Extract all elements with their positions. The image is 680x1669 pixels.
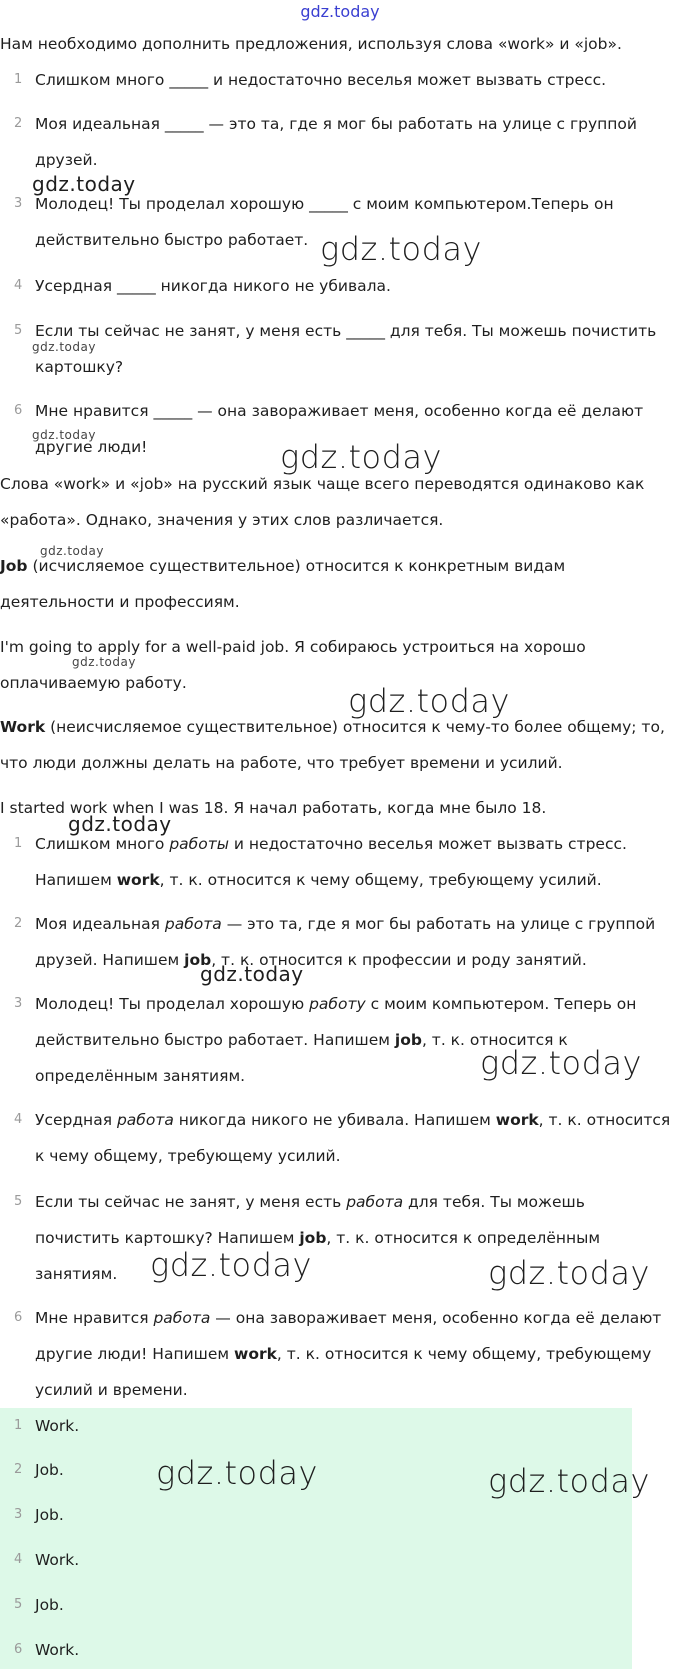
question-text: Усердная _____ никогда никого не убивала. (35, 277, 391, 295)
work-definition (0, 709, 672, 781)
theory-paragraph: Слова «work» и «job» на русский язык чаще всего переводятся одинаково как «работа». Однако, значения у этих слов различается. (0, 475, 645, 529)
answer-text: Job. (35, 1506, 64, 1524)
answer-item (0, 1542, 672, 1578)
item-number: 6 (14, 1310, 23, 1325)
item-number: 6 (14, 1642, 23, 1657)
work-example: I started work when I was 18. Я начал работать, когда мне было 18. (0, 799, 547, 817)
watermark: gdz.today (150, 1246, 312, 1284)
site-logo[interactable]: gdz.today (300, 2, 380, 21)
item-number: 2 (14, 1462, 23, 1477)
job-term: Job (0, 557, 28, 575)
explanation-text: Мне нравится работа — она завораживает меня, особенно когда её делают другие люди! Напишем work, т. к. относится к чему общему, требующему усилий и времени. (35, 1309, 662, 1399)
watermark: gdz.today (156, 1454, 318, 1492)
explanation-text: Моя идеальная работа — это та, где я мог бы работать на улице с группой друзей. Напишем job, т. к. относится к профессии и роду занятий. (35, 915, 656, 969)
answers-panel (0, 1408, 632, 1669)
watermark: gdz.today (32, 172, 136, 196)
question-item (0, 62, 672, 98)
watermark: gdz.today (280, 438, 442, 476)
watermark: gdz.today (72, 655, 136, 669)
explanation-item (0, 1300, 672, 1408)
answer-text: Work. (35, 1551, 80, 1569)
item-number: 3 (14, 996, 23, 1011)
job-definition-text: (исчисляемое существительное) относится к конкретным видам деятельности и профессиям. (0, 557, 566, 611)
answer-item (0, 1587, 672, 1623)
item-number: 4 (14, 1552, 23, 1567)
item-number: 6 (14, 403, 23, 418)
question-item (0, 313, 672, 385)
item-number: 4 (14, 1112, 23, 1127)
question-item (0, 106, 672, 178)
watermark: gdz.today (40, 544, 104, 558)
item-number: 3 (14, 1507, 23, 1522)
item-number: 5 (14, 1194, 23, 1209)
item-number: 5 (14, 1597, 23, 1612)
item-number: 2 (14, 116, 23, 131)
answer-item (0, 1408, 672, 1444)
answer-item (0, 1497, 672, 1533)
watermark: gdz.today (480, 1044, 642, 1082)
answer-item (0, 1632, 672, 1668)
explanation-text: Усердная работа никогда никого не убивала. Напишем work, т. к. относится к чему общему, требующему усилий. (35, 1111, 671, 1165)
work-definition-text: (неисчисляемое существительное) относится к чему-то более общему; то, что люди должны делать на работе, что требует времени и усилий. (0, 718, 665, 772)
watermark: gdz.today (68, 812, 172, 836)
explanation-text: Слишком много работы и недостаточно веселья может вызвать стресс. Напишем work, т. к. относится к чему общему, требующему усилий. (35, 835, 627, 889)
watermark: gdz.today (320, 230, 482, 268)
item-number: 5 (14, 323, 23, 338)
explanation-item (0, 826, 672, 898)
item-number: 2 (14, 916, 23, 931)
question-text: Моя идеальная _____ — это та, где я мог бы работать на улице с группой друзей. (35, 115, 637, 169)
explanation-item (0, 1102, 672, 1174)
item-number: 1 (14, 1418, 23, 1433)
item-number: 4 (14, 278, 23, 293)
question-item (0, 268, 672, 304)
answer-text: Job. (35, 1596, 64, 1614)
answer-text: Work. (35, 1417, 80, 1435)
question-text: Молодец! Ты проделал хорошую _____ с моим компьютером.Теперь он действительно быстро работает. (35, 195, 614, 249)
watermark: gdz.today (32, 340, 96, 354)
item-number: 1 (14, 72, 23, 87)
watermark: gdz.today (488, 1462, 650, 1500)
explanation-text: Если ты сейчас не занят, у меня есть работа для тебя. Ты можешь почистить картошку? Напишем job, т. к. относится к определённым занятиям. (35, 1193, 601, 1283)
job-definition (0, 548, 672, 620)
watermark: gdz.today (32, 428, 96, 442)
watermark: gdz.today (200, 962, 304, 986)
question-text: Мне нравится _____ — она завораживает меня, особенно когда её делают другие люди! (35, 402, 644, 456)
explanation-item (0, 906, 672, 978)
item-number: 3 (14, 196, 23, 211)
job-example: I'm going to apply for a well-paid job. Я собираюсь устроиться на хорошо оплачиваемую работу. (0, 638, 586, 692)
answer-text: Work. (35, 1641, 80, 1659)
question-text: Если ты сейчас не занят, у меня есть _____ для тебя. Ты можешь почистить картошку? (35, 322, 657, 376)
watermark: gdz.today (348, 682, 510, 720)
explanation-text: Молодец! Ты проделал хорошую работу с моим компьютером. Теперь он действительно быстро работает. Напишем job, т. к. относится к определённым занятиям. (35, 995, 637, 1085)
answer-text: Job. (35, 1461, 64, 1479)
item-number: 1 (14, 836, 23, 851)
work-term: Work (0, 718, 46, 736)
intro-text: Нам необходимо дополнить предложения, используя слова «work» и «job». (0, 35, 622, 53)
question-text: Слишком много _____ и недостаточно веселья может вызвать стресс. (35, 71, 607, 89)
watermark: gdz.today (488, 1254, 650, 1292)
